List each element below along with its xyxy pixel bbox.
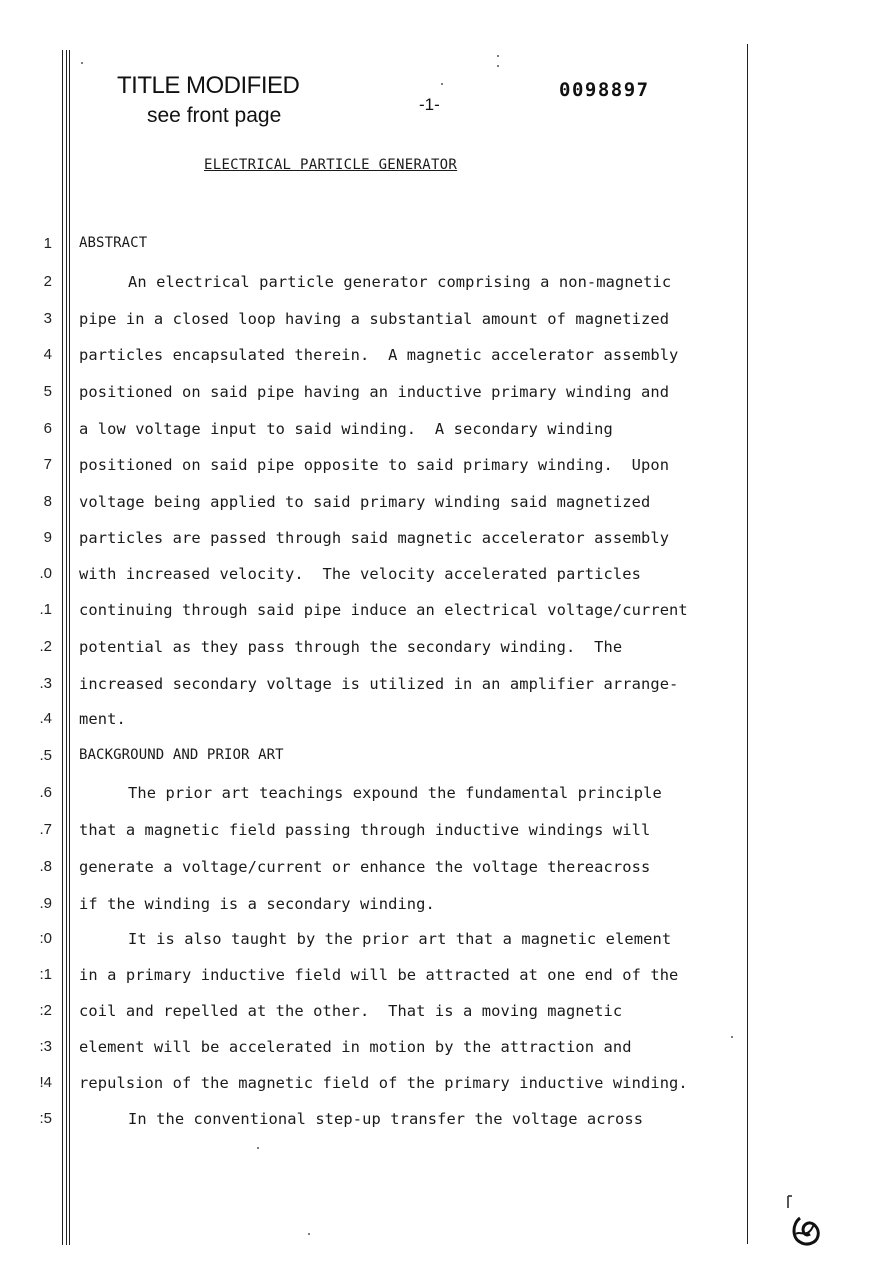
body-line: increased secondary voltage is utilized in an amplifier arrange-: [79, 675, 679, 693]
margin-rule-right: [747, 44, 748, 1244]
body-line: coil and repelled at the other. That is a moving magnetic: [79, 1002, 623, 1020]
scan-speck: [257, 1147, 259, 1149]
line-number: 4: [43, 346, 52, 363]
line-number: .1: [39, 601, 52, 618]
line-number: 1: [43, 235, 52, 252]
body-line: An electrical particle generator comprising a non-magnetic: [128, 273, 672, 291]
body-line: The prior art teachings expound the fundamental principle: [128, 784, 662, 802]
scan-speck: [81, 62, 83, 64]
line-number: 9: [43, 529, 52, 546]
scan-speck: [731, 1036, 733, 1038]
document-title: ELECTRICAL PARTICLE GENERATOR: [204, 157, 458, 173]
body-line: It is also taught by the prior art that a magnetic element: [128, 930, 672, 948]
line-number: 7: [43, 456, 52, 473]
line-number: :2: [39, 1002, 52, 1019]
body-line: generate a voltage/current or enhance the voltage thereacross: [79, 858, 651, 876]
line-number: .4: [39, 710, 52, 727]
line-number: 3: [43, 310, 52, 327]
body-line: a low voltage input to said winding. A secondary winding: [79, 420, 613, 438]
body-line: potential as they pass through the secondary winding. The: [79, 638, 623, 656]
body-line: ment.: [79, 710, 126, 728]
margin-rule-left-2: [66, 50, 67, 1245]
line-number: .9: [39, 895, 52, 912]
line-number: :0: [39, 930, 52, 947]
body-line: positioned on said pipe having an inductive primary winding and: [79, 383, 670, 401]
body-line: pipe in a closed loop having a substantial amount of magnetized: [79, 310, 670, 328]
body-line: particles are passed through said magnetic accelerator assembly: [79, 529, 670, 547]
line-number: :3: [39, 1038, 52, 1055]
body-line: positioned on said pipe opposite to said primary winding. Upon: [79, 456, 670, 474]
line-number: .8: [39, 858, 52, 875]
line-number: .6: [39, 784, 52, 801]
scan-speck: [441, 83, 443, 85]
body-line: continuing through said pipe induce an electrical voltage/current: [79, 601, 688, 619]
see-front-page-stamp: see front page: [147, 104, 282, 127]
line-number: .3: [39, 675, 52, 692]
scan-speck: [308, 1233, 310, 1235]
line-number: !4: [39, 1074, 52, 1091]
publisher-logo-icon: [786, 1194, 822, 1248]
line-number: :5: [39, 1110, 52, 1127]
body-line: if the winding is a secondary winding.: [79, 895, 435, 913]
document-number: 0098897: [559, 79, 650, 101]
line-number: 2: [43, 273, 52, 290]
margin-rule-left-1: [62, 50, 63, 1245]
title-modified-stamp: TITLE MODIFIED: [117, 72, 300, 99]
body-line: in a primary inductive field will be attracted at one end of the: [79, 966, 679, 984]
section-heading-background: BACKGROUND AND PRIOR ART: [79, 747, 284, 763]
line-number: .0: [39, 565, 52, 582]
line-number: .5: [39, 747, 52, 764]
line-number: :1: [39, 966, 52, 983]
body-line: In the conventional step-up transfer the voltage across: [128, 1110, 644, 1128]
scan-speck: [497, 65, 499, 67]
line-number: 6: [43, 420, 52, 437]
body-line: particles encapsulated therein. A magnetic accelerator assembly: [79, 346, 679, 364]
margin-rule-left-3: [69, 50, 70, 1245]
body-line: voltage being applied to said primary winding said magnetized: [79, 493, 651, 511]
line-number: 8: [43, 493, 52, 510]
line-number: .7: [39, 821, 52, 838]
body-line: element will be accelerated in motion by the attraction and: [79, 1038, 632, 1056]
body-line: repulsion of the magnetic field of the primary inductive winding.: [79, 1074, 688, 1092]
section-heading-abstract: ABSTRACT: [79, 235, 148, 251]
page-number: -1-: [419, 95, 440, 114]
body-line: that a magnetic field passing through inductive windings will: [79, 821, 651, 839]
line-number: .2: [39, 638, 52, 655]
scan-speck: [497, 55, 499, 57]
body-line: with increased velocity. The velocity accelerated particles: [79, 565, 641, 583]
line-number: 5: [43, 383, 52, 400]
